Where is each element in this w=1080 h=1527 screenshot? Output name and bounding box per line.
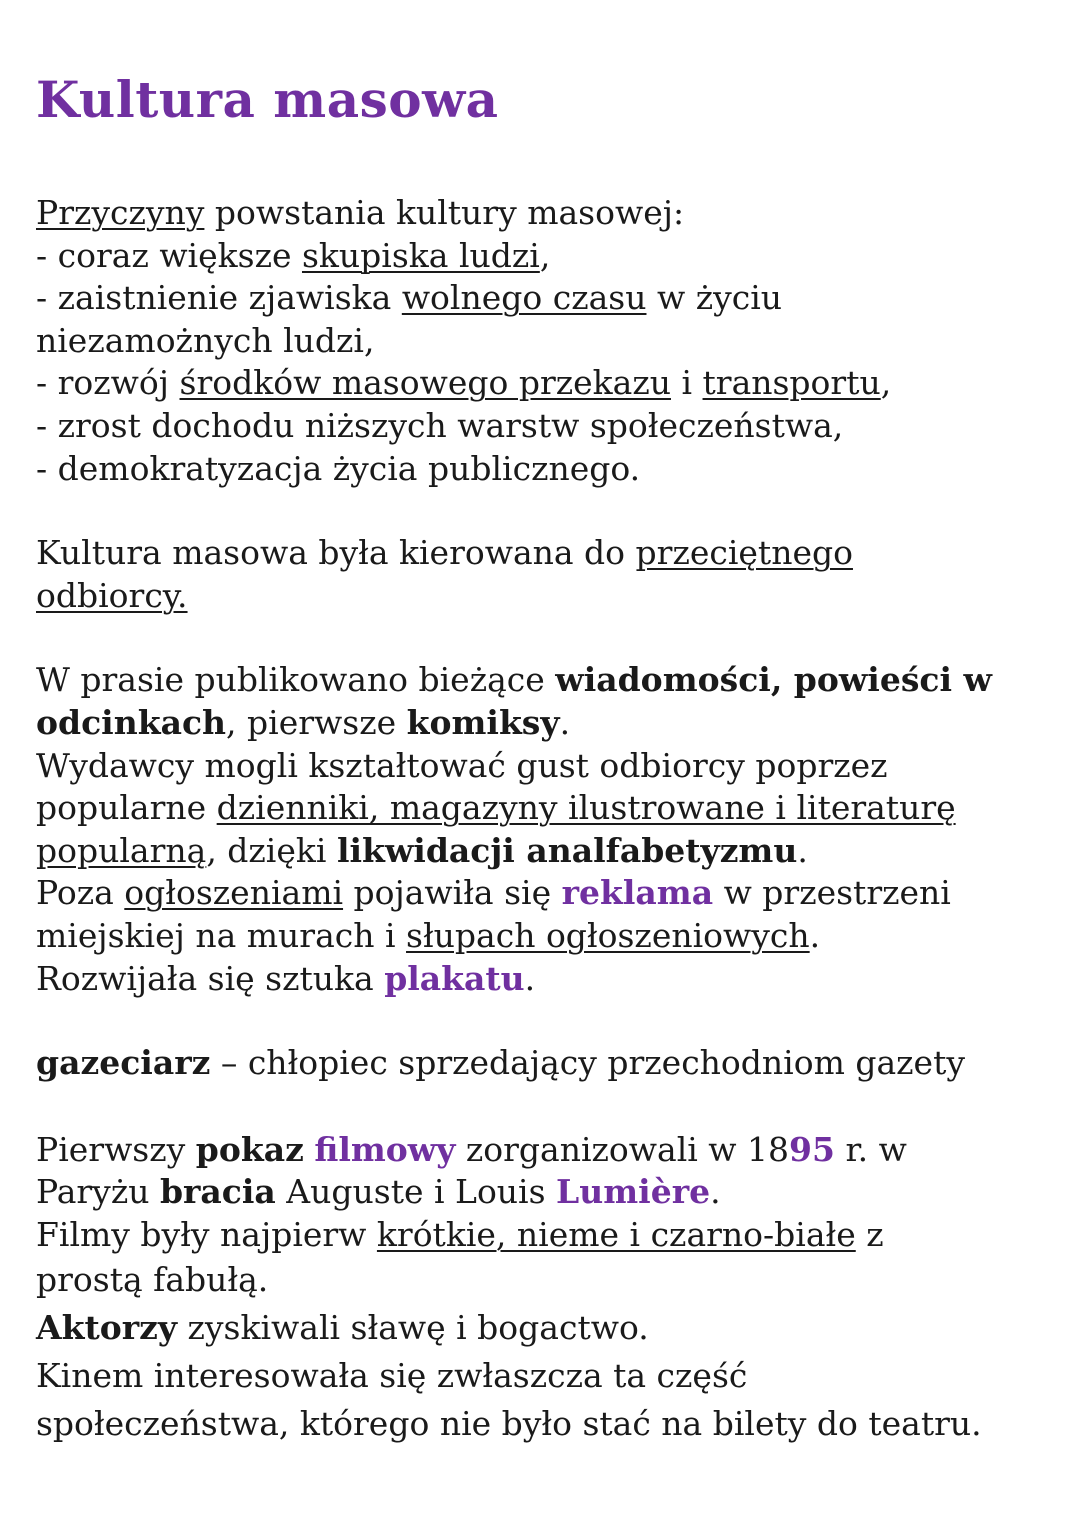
cause-item: - demokratyzacja życia publicznego. — [36, 448, 641, 488]
document-page — [36, 70, 1056, 1448]
cause-item-continuation: niezamożnych ludzi, — [36, 320, 375, 360]
press-paragraph: W prasie publikowano bieżące wiadomości, powieści w odcinkach, pierwsze komiksy. Wydawcy mogli kształtować gust odbiorcy poprzez popularne dzienniki, magazyny ilustrowane i literaturę popularną, dzięki likwidacji analfabetyzmu. Poza ogłoszeniami pojawiła się reklama w przestrzeni miejskiej na murach i słupach ogłoszeniowych. Rozwijała się sztuka plakatu. — [36, 660, 992, 998]
keyword-plakatu: plakatu — [384, 958, 525, 998]
page-title: Kultura masowa — [36, 70, 499, 129]
cause-item: - rozwój środków masowego przekazu i transportu, — [36, 363, 892, 403]
causes-section — [36, 192, 1056, 490]
cause-item: - zaistnienie zjawiska wolnego czasu w życiu — [36, 278, 783, 318]
causes-heading: Przyczyny powstania kultury masowej: — [36, 193, 685, 232]
definition-term: gazeciarz — [36, 1043, 211, 1083]
film-paragraph: Pierwszy pokaz filmowy zorganizowali w 1895 r. w Paryżu bracia Auguste i Louis Lumière. Filmy były najpierw krótkie, nieme i czarno-białe z prostą fabułą. Aktorzy zyskiwali sławę i bogactwo. Kinem interesowała się zwłaszcza ta część społeczeństwa, którego nie było stać na bilety do teatru. — [36, 1129, 982, 1444]
definition-paragraph: gazeciarz – chłopiec sprzedający przechodniom gazety — [36, 1043, 965, 1083]
keyword-reklama: reklama — [561, 873, 714, 913]
cause-item: - zrost dochodu niższych warstw społeczeństwa, — [36, 405, 844, 445]
cause-item: - coraz większe skupiska ludzi, — [36, 235, 551, 275]
audience-paragraph: Kultura masowa była kierowana do przeciętnego odbiorcy. — [36, 533, 853, 615]
